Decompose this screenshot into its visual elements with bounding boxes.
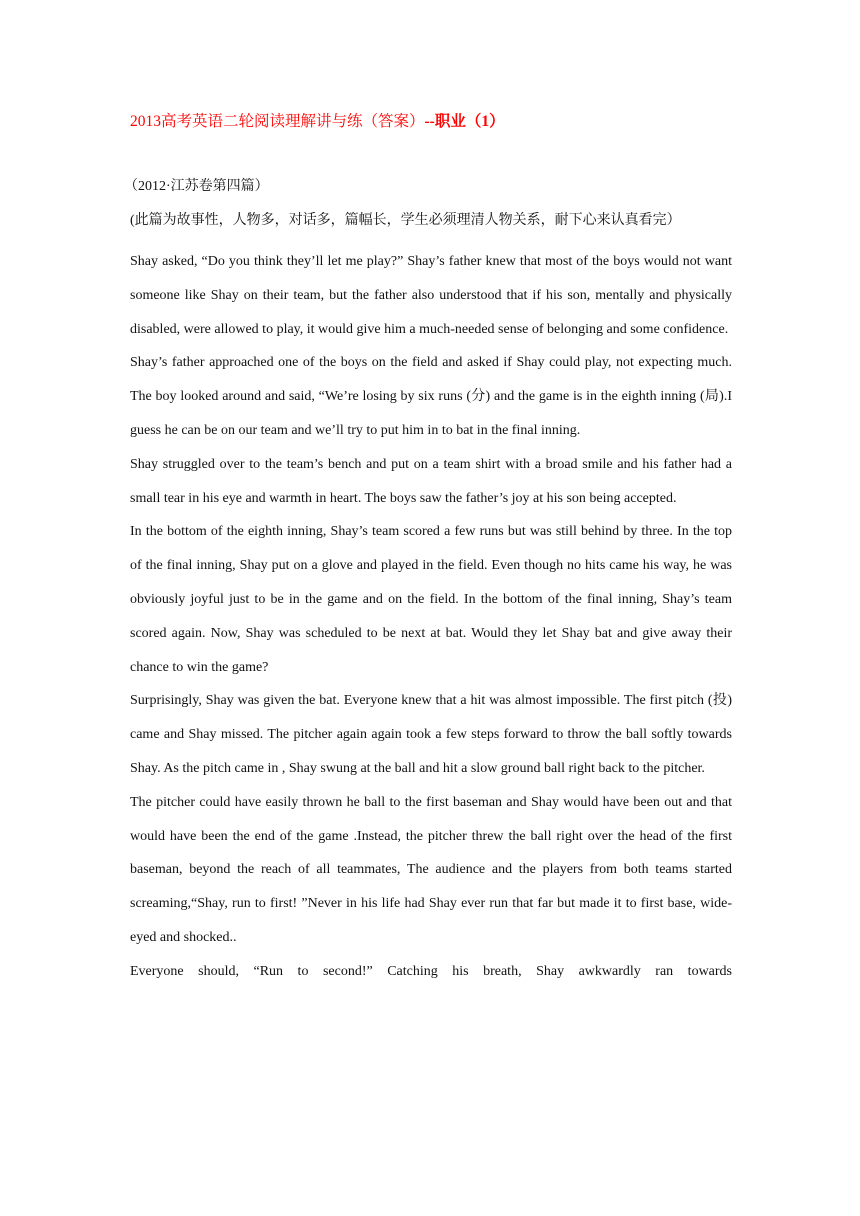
source-line: （2012·江苏卷第四篇） <box>124 179 269 194</box>
article-body <box>130 245 732 989</box>
document-title <box>130 112 730 132</box>
paragraph: Shay asked, “Do you think they’ll let me play?” Shay’s father knew that most of the boys would not want someone like Shay on their team, but the father also understood that if his son, mentally and physically disabled, were allowed to play, it would give him a much-needed sense of belonging and some confidence. <box>130 254 732 337</box>
title-main: 2013高考英语二轮阅读理解讲与练（答案） <box>130 113 425 130</box>
reading-note: (此篇为故事性，人物多，对话多，篇幅长，学生必须理清人物关系，耐下心来认真看完） <box>130 213 681 228</box>
paragraph: Shay’s father approached one of the boys on the field and asked if Shay could play, not expecting much. The boy looked around and said, “We’re losing by six runs (分) and the game is in the eighth inning (局).I guess he can be on our team and we’ll try to put him in to bat in the final inning. <box>130 355 732 438</box>
paragraph: The pitcher could have easily thrown he ball to the first baseman and Shay would have been out and that would have been the end of the game .Instead, the pitcher threw the ball right over the head of the first baseman, beyond the reach of all teammates, The audience and the players from both teams started screaming,“Shay, run to first! ”Never in his life had Shay ever run that far but made it to first base, wide-eyed and shocked.. <box>130 794 732 945</box>
paragraph: Shay struggled over to the team’s bench and put on a team shirt with a broad smile and his father had a small tear in his eye and warmth in heart. The boys saw the father’s joy at his son being accepted. <box>130 456 732 506</box>
paragraph: Everyone should, “Run to second!” Catching his breath, Shay awkwardly ran towards <box>130 963 732 979</box>
paragraph: Surprisingly, Shay was given the bat. Everyone knew that a hit was almost impossible. The first pitch (投) came and Shay missed. The pitcher again again took a few steps forward to throw the ball softly towards Shay. As the pitch came in , Shay swung at the ball and hit a slow ground ball right back to the pitcher. <box>130 693 732 776</box>
paragraph: In the bottom of the eighth inning, Shay’s team scored a few runs but was still behind by three. In the top of the final inning, Shay put on a glove and played in the field. Even though no hits came his way, he was obviously joyful just to be in the game and on the field. In the bottom of the final inning, Shay’s team scored again. Now, Shay was scheduled to be next at bat. Would they let Shay bat and give away their chance to win the game? <box>130 524 732 675</box>
title-topic: --职业（1） <box>424 113 505 130</box>
